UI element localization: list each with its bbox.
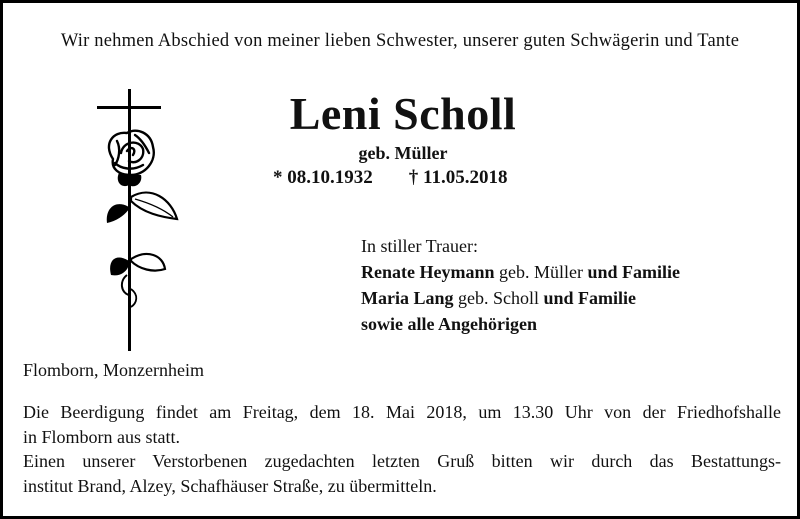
- mourner-line: [361, 259, 680, 285]
- birth-date: * 08.10.1932: [273, 167, 373, 188]
- place-text: Flomborn, Monzernheim: [23, 360, 204, 380]
- mourner-line: [361, 311, 680, 337]
- mourner-nee: geb. Scholl: [458, 288, 539, 308]
- funeral-line: Die Beerdigung findet am Freitag, dem 18. Mai 2018, um 13.30 Uhr von der Friedhofshalle: [23, 402, 781, 422]
- greeting-paragraph: [23, 449, 781, 499]
- funeral-paragraph: [23, 400, 781, 450]
- deceased-name: Leni Scholl: [289, 88, 517, 139]
- mourner-nee: geb. Müller: [499, 262, 583, 282]
- funeral-line: in Flomborn aus statt.: [23, 427, 180, 447]
- mourner-suffix: und Familie: [587, 262, 680, 282]
- life-dates: [273, 167, 507, 189]
- mourners-heading: In stiller Trauer:: [361, 236, 478, 256]
- maiden-name: geb. Müller: [358, 143, 448, 163]
- greeting-line: Einen unserer Verstorbenen zugedachten letzten Gruß bitten wir durch das Bestattungs-: [23, 451, 781, 471]
- mourner-name: Renate Heymann: [361, 262, 495, 282]
- mourners-block: [361, 233, 680, 337]
- death-date: † 11.05.2018: [408, 167, 508, 188]
- mourner-line: [361, 285, 680, 311]
- intro-text: Wir nehmen Abschied von meiner lieben Schwester, unserer guten Schwägerin und Tante: [60, 31, 740, 51]
- cross-with-rose-icon: [91, 89, 191, 351]
- greeting-line: institut Brand, Alzey, Schafhäuser Straße, zu übermitteln.: [23, 476, 437, 496]
- mourner-name: Maria Lang: [361, 288, 454, 308]
- mourner-others: sowie alle Angehörigen: [361, 314, 537, 334]
- mourner-suffix: und Familie: [543, 288, 637, 308]
